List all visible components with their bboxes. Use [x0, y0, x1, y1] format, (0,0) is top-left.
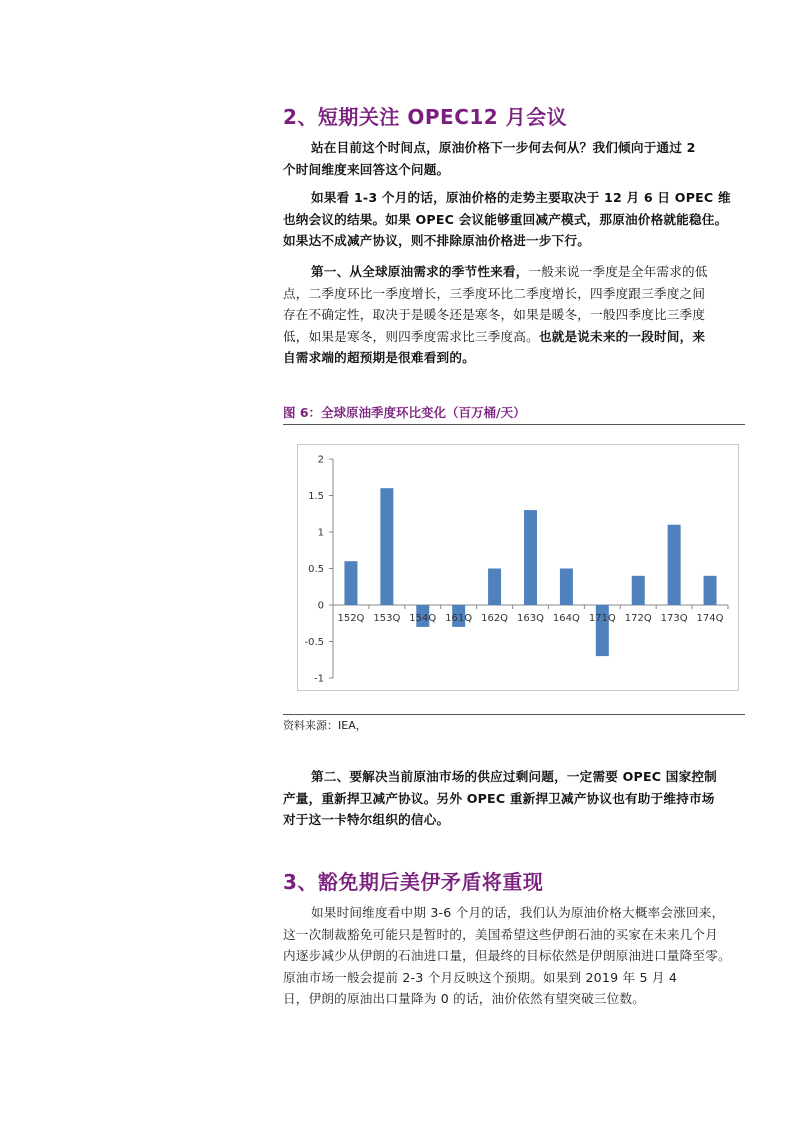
y-tick-label: 2: [317, 454, 324, 466]
paragraph-4: [283, 766, 748, 831]
bar: [524, 510, 537, 605]
bar: [344, 561, 357, 605]
paragraph-5-line-3: 内逐步减少从伊朗的石油进口量，但最终的目标依然是伊朗原油进口量降至零。: [283, 948, 731, 963]
y-tick-label: -1: [314, 673, 324, 685]
bar: [704, 576, 717, 605]
x-tick-label: 173Q: [660, 613, 688, 624]
paragraph-3-line-3: 存在不确定性，取决于是暖冬还是寒冬，如果是暖冬，一般四季度比三季度: [283, 307, 706, 322]
paragraph-5-line-2: 这一次制裁豁免可能只是暂时的，美国希望这些伊朗石油的买家在未来几个月: [283, 926, 718, 942]
bar: [380, 488, 393, 605]
paragraph-3-lead: 第一、从全球原油需求的季节性来看，: [311, 264, 529, 279]
paragraph-2-line-2: 也纳会议的结果。如果 OPEC 会议能够重回减产模式，那原油价格就能稳住。: [283, 211, 728, 227]
paragraph-5-line-4: 原油市场一般会提前 2-3 个月反映这个预期。如果到 2019 年 5 月 4: [283, 969, 678, 985]
bar: [488, 569, 501, 606]
section-heading-3: 3、豁免期后美伊矛盾将重现: [283, 870, 544, 894]
x-tick-label: 172Q: [624, 613, 652, 624]
paragraph-2-line-3: 如果达不成减产协议，则不排除原油价格进一步下行。: [283, 233, 591, 248]
figure-source: 资料来源：IEA，: [283, 719, 367, 732]
x-tick-label: 164Q: [552, 613, 580, 624]
x-tick-label: 171Q: [588, 613, 616, 624]
paragraph-3-line-2: 点，二季度环比一季度增长，三季度环比二季度增长，四季度跟三季度之间: [283, 285, 706, 301]
paragraph-4-line-2: 产量，重新捍卫减产协议。另外 OPEC 重新捍卫减产协议也有助于维持市场: [283, 790, 715, 806]
figure-bottom-rule: [283, 714, 745, 715]
y-tick-label: 1: [317, 527, 324, 539]
paragraph-5-line-5: 日，伊朗的原油出口量降为 0 的话，油价依然有望突破三位数。: [283, 991, 646, 1006]
paragraph-3-tail-1: 也就是说未来的一段时间，来: [538, 328, 706, 344]
bar: [560, 569, 573, 606]
x-tick-label: 162Q: [481, 613, 509, 624]
paragraph-3-line-4: 低，如果是寒冬，则四季度需求比三季度高。: [283, 328, 539, 344]
paragraph-5: [283, 902, 763, 1010]
paragraph-3: [283, 261, 748, 369]
section-heading-2: 2、短期关注 OPEC12 月会议: [283, 105, 568, 129]
x-tick-label: 163Q: [517, 613, 544, 624]
figure-top-rule: [283, 424, 745, 425]
paragraph-1-line-1: 站在目前这个时间点，原油价格下一步何去何从？我们倾向于通过 2: [311, 140, 696, 155]
x-tick-label: 174Q: [696, 613, 724, 624]
y-tick-label: 1.5: [308, 491, 324, 502]
x-tick-label: 161Q: [445, 613, 473, 624]
paragraph-2: [283, 187, 748, 252]
y-tick-label: 0: [317, 600, 324, 612]
paragraph-1-line-2: 个时间维度来回答这个问题。: [283, 161, 450, 177]
y-tick-label: 0.5: [308, 564, 324, 575]
paragraph-5-line-1: 如果时间维度看中期 3-6 个月的话，我们认为原油价格大概率会涨回来，: [311, 905, 725, 920]
x-tick-label: 152Q: [337, 613, 365, 624]
y-tick-label: -0.5: [304, 637, 324, 648]
paragraph-2-line-1: 如果看 1-3 个月的话，原油价格的走势主要取决于 12 月 6 日 OPEC 维: [311, 190, 731, 205]
bar: [668, 525, 681, 605]
x-tick-label: 153Q: [373, 613, 401, 624]
bar: [632, 576, 645, 605]
paragraph-3-tail-2: 自需求端的超预期是很难看到的。: [283, 350, 475, 365]
figure-title: 图 6：全球原油季度环比变化（百万桶/天）: [283, 405, 526, 420]
chart-frame: [297, 444, 739, 691]
paragraph-1: [283, 137, 748, 180]
x-tick-label: 154Q: [409, 613, 437, 624]
paragraph-4-line-3: 对于这一卡特尔组织的信心。: [283, 812, 450, 827]
paragraph-3-line-1: 一般来说一季度是全年需求的低: [528, 264, 708, 279]
paragraph-4-line-1: 第二、要解决当前原油市场的供应过剩问题，一定需要 OPEC 国家控制: [311, 769, 717, 784]
bar-chart: [298, 445, 738, 690]
